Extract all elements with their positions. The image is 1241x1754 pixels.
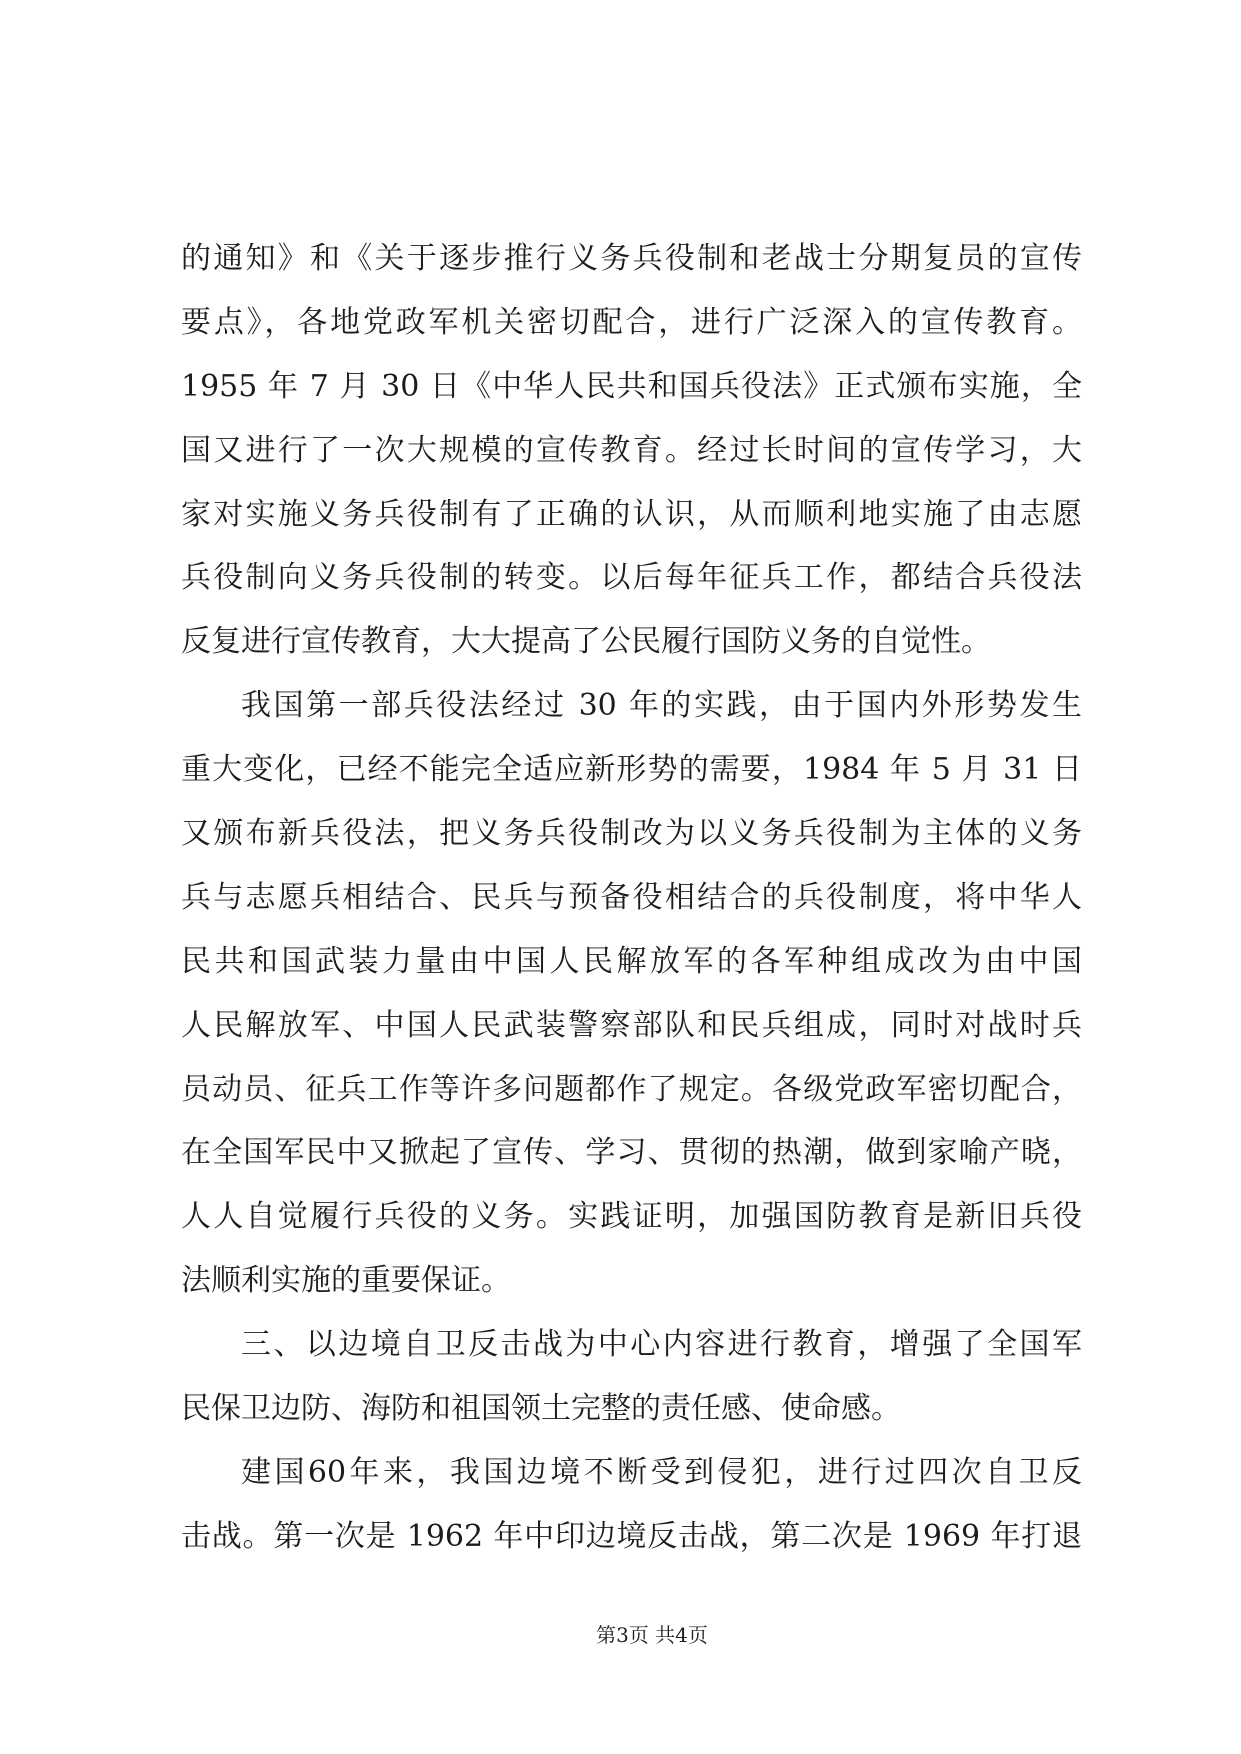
text-line: 国又进行了一次大规模的宣传教育。经过长时间的宣传学习，大 — [181, 432, 1082, 468]
text-line: 民保卫边防、海防和祖国领土完整的责任感、使命感。 — [181, 1391, 901, 1427]
document-body — [181, 227, 1082, 1569]
text-line: 民共和国武装力量由中国人民解放军的各军种组成改为由中国 — [181, 943, 1082, 979]
text-line: 员动员、征兵工作等许多问题都作了规定。各级党政军密切配合， — [181, 1071, 1082, 1107]
paragraph — [181, 227, 1082, 674]
text-line: 建国60年来，我国边境不断受到侵犯，进行过四次自卫反 — [241, 1454, 1082, 1490]
text-line: 人民解放军、中国人民武装警察部队和民兵组成，同时对战时兵 — [181, 1007, 1082, 1043]
page-footer — [0, 1620, 1241, 1650]
text-line: 三、以边境自卫反击战为中心内容进行教育，增强了全国军 — [241, 1327, 1082, 1363]
text-line: 要点》，各地党政军机关密切配合，进行广泛深入的宣传教育。 — [181, 304, 1082, 340]
text-line: 击战。第一次是 1962 年中印边境反击战，第二次是 1969 年打退 — [181, 1518, 1082, 1554]
text-line: 法顺利实施的重要保证。 — [181, 1263, 511, 1299]
text-line: 1955 年 7 月 30 日《中华人民共和国兵役法》正式颁布实施，全 — [181, 368, 1082, 404]
page-number-label: 第3页 共4页 — [596, 1623, 708, 1647]
text-line: 兵与志愿兵相结合、民兵与预备役相结合的兵役制度，将中华人 — [181, 879, 1082, 915]
text-line: 人人自觉履行兵役的义务。实践证明，加强国防教育是新旧兵役 — [181, 1199, 1082, 1235]
text-line: 家对实施义务兵役制有了正确的认识，从而顺利地实施了由志愿 — [181, 496, 1082, 532]
paragraph — [181, 674, 1082, 1313]
paragraph — [181, 1313, 1082, 1441]
text-line: 兵役制向义务兵役制的转变。以后每年征兵工作，都结合兵役法 — [181, 560, 1082, 596]
text-line: 的通知》和《关于逐步推行义务兵役制和老战士分期复员的宣传 — [181, 241, 1082, 276]
paragraph — [181, 1441, 1082, 1569]
text-line: 又颁布新兵役法，把义务兵役制改为以义务兵役制为主体的义务 — [181, 816, 1082, 852]
text-line: 重大变化，已经不能完全适应新形势的需要，1984 年 5 月 31 日 — [181, 752, 1082, 788]
text-line: 在全国军民中又掀起了宣传、学习、贯彻的热潮，做到家喻产晓， — [181, 1135, 1082, 1171]
text-line: 反复进行宣传教育，大大提高了公民履行国防义务的自觉性。 — [181, 624, 991, 660]
text-line: 我国第一部兵役法经过 30 年的实践，由于国内外形势发生 — [241, 688, 1082, 724]
